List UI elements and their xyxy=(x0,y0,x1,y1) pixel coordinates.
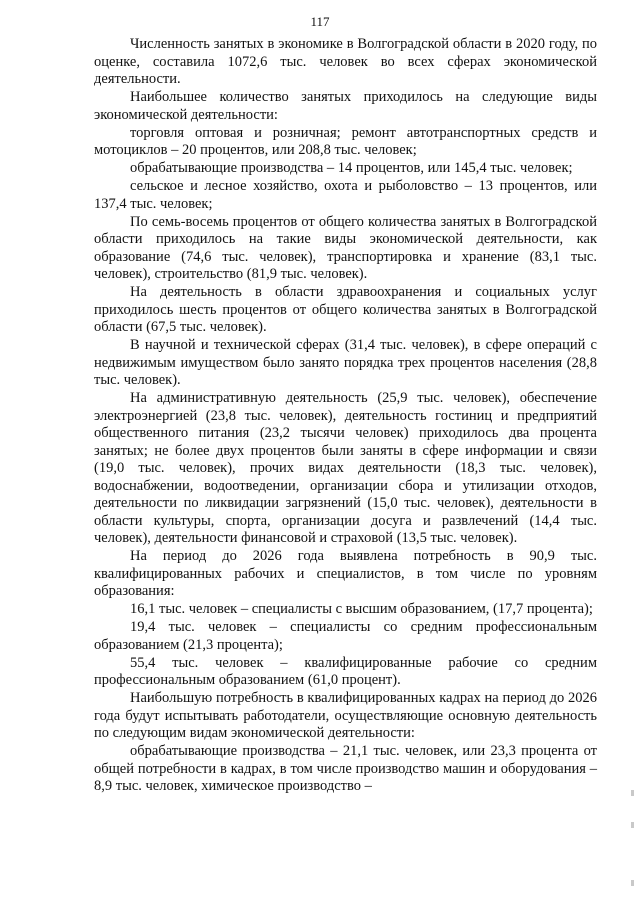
paragraph-greatest-demand: Наибольшую потребность в квалифицированных кадрах на период до 2026 года будут испытывать работодатели, осуществляющие основную деятельность по следующим видам экономической деятельности: xyxy=(94,690,597,741)
margin-mark xyxy=(631,822,634,828)
paragraph-seven-eight-percent: По семь-восемь процентов от общего количества занятых в Волгоградской области приходилось на такие виды экономической деятельности, как образование (74,6 тыс. человек), транспортировка и хранение (83,1 тыс. человек), строительство (81,9 тыс. человек). xyxy=(94,213,597,282)
list-item-skilled-workers: 55,4 тыс. человек – квалифицированные рабочие со средним профессиональным образованием (61,0 процент). xyxy=(94,654,597,688)
paragraph-top-sectors-intro: Наибольшее количество занятых приходилось на следующие виды экономической деятельности: xyxy=(94,89,597,123)
list-item-secondary-specialists: 19,4 тыс. человек – специалисты со средним профессиональным образованием (21,3 процента); xyxy=(94,619,597,653)
paragraph-healthcare: На деятельность в области здравоохранения и социальных услуг приходилось шесть процентов от общего количества занятых в Волгоградской области (67,5 тыс. человек). xyxy=(94,284,597,335)
list-item-manufacturing: обрабатывающие производства – 14 процентов, или 145,4 тыс. человек; xyxy=(130,160,573,176)
list-item-manufacturing-demand: обрабатывающие производства – 21,1 тыс. человек, или 23,3 процента от общей потребности в кадрах, в том числе производство машин и оборудования – 8,9 тыс. человек, химическое производство – xyxy=(94,743,597,794)
margin-mark xyxy=(631,790,634,796)
list-item-trade: торговля оптовая и розничная; ремонт автотранспортных средств и мотоциклов – 20 процентов, или 208,8 тыс. человек; xyxy=(94,124,597,158)
page-number: 117 xyxy=(310,14,330,29)
paragraph-science-realestate: В научной и технической сферах (31,4 тыс. человек), в сфере операций с недвижимым имуществом было занято порядка трех процентов населения (28,8 тыс. человек). xyxy=(94,337,597,388)
list-item-agriculture: сельское и лесное хозяйство, охота и рыболовство – 13 процентов, или 137,4 тыс. человек; xyxy=(94,178,597,212)
paragraph-employment-total: Численность занятых в экономике в Волгоградской области в 2020 году, по оценке, составила 1072,6 тыс. человек во всех сферах экономической деятельности. xyxy=(94,36,597,87)
margin-mark xyxy=(631,880,634,886)
list-item-higher-education: 16,1 тыс. человек – специалисты с высшим образованием, (17,7 процента); xyxy=(130,601,593,617)
paragraph-demand-2026: На период до 2026 года выявлена потребность в 90,9 тыс. квалифицированных рабочих и специалистов, в том числе по уровням образования: xyxy=(94,548,597,599)
paragraph-other-sectors: На административную деятельность (25,9 тыс. человек), обеспечение электроэнергией (23,8 тыс. человек), деятельность гостиниц и предприятий общественного питания (23,2 тысячи человек) приходилось два процента занятых; не более двух процентов были заняты в сфере информации и связи (19,0 тыс. человек), прочих видах деятельности (18,3 тыс. человек), водоснабжении, водоотведении, организации сбора и утилизации отходов, деятельности по ликвидации загрязнений (15,0 тыс. человек), деятельности в области культуры, спорта, организации досуга и развлечений (14,4 тыс. человек), деятельности финансовой и страховой (13,5 тыс. человек). xyxy=(94,390,597,546)
document-body xyxy=(94,36,597,796)
